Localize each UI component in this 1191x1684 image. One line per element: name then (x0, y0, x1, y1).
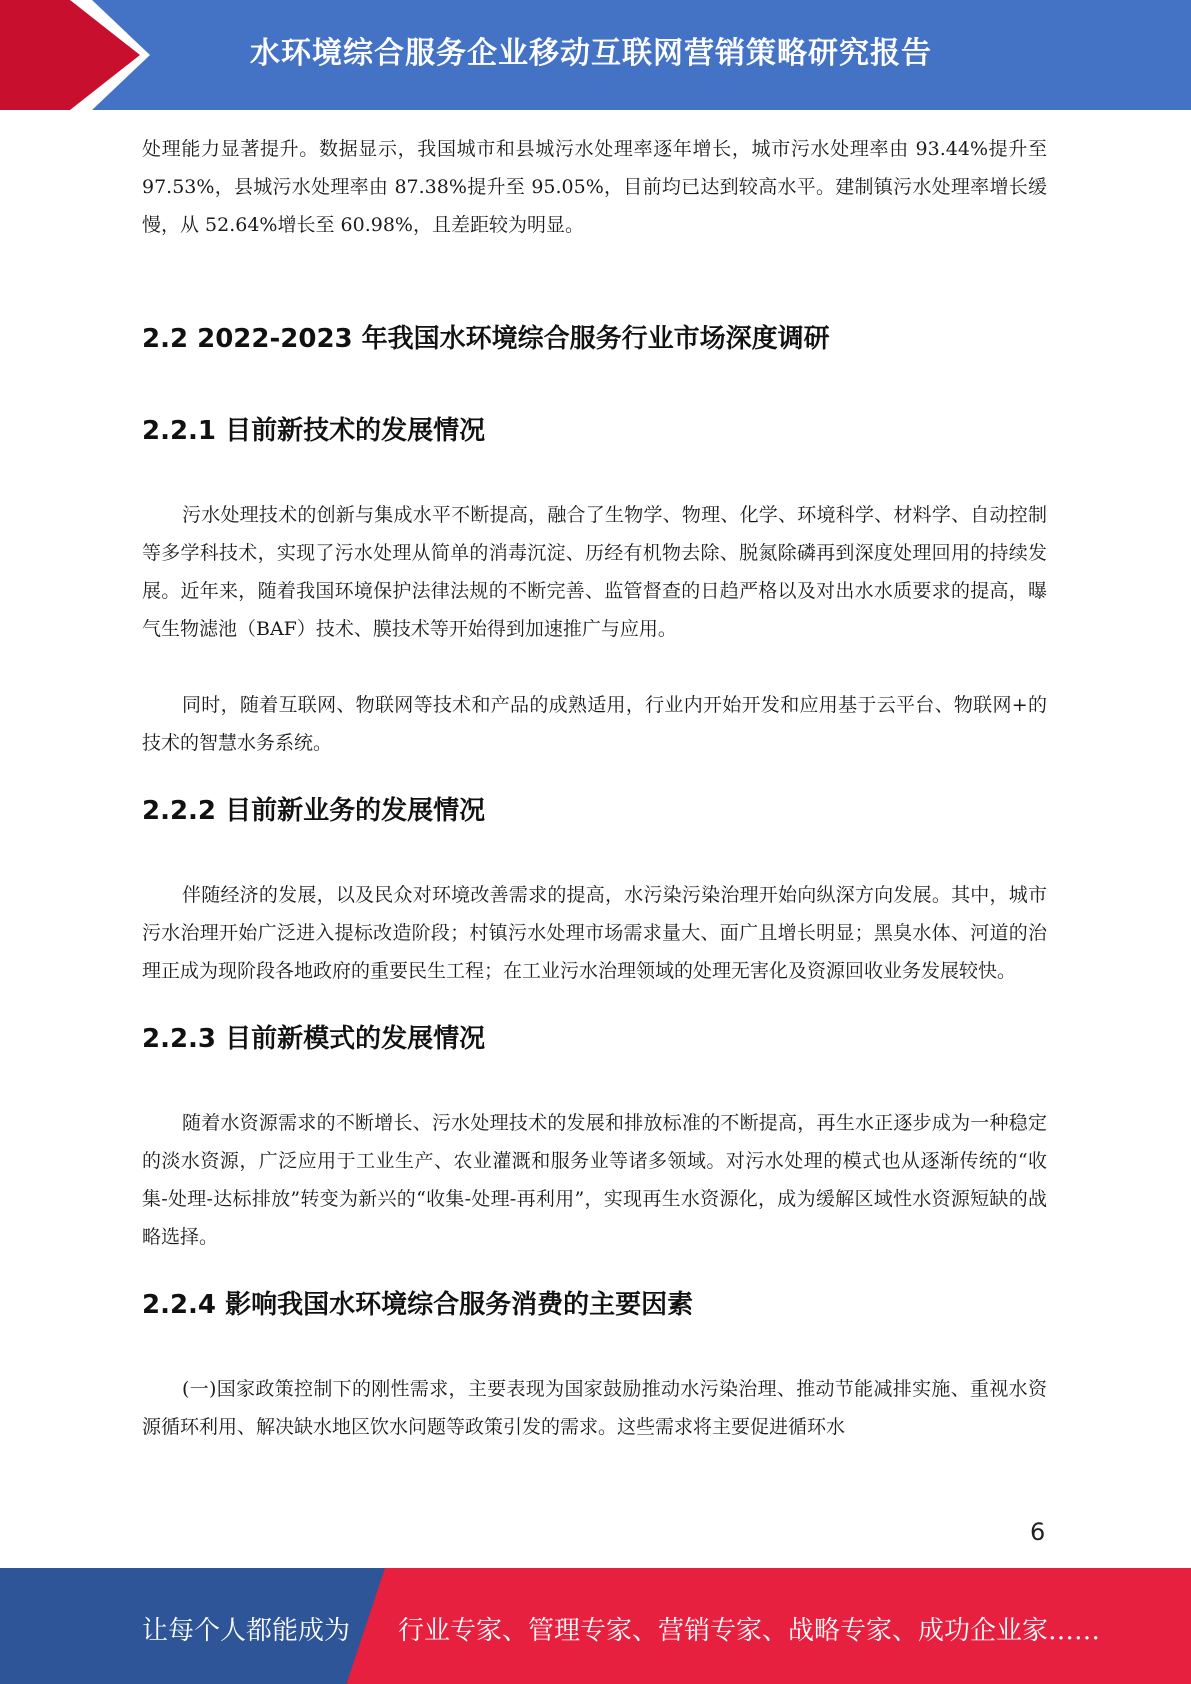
section-heading-2-2-4: 2.2.4 影响我国水环境综合服务消费的主要因素 (142, 1290, 694, 1320)
paragraph-consumption-factors: (一)国家政策控制下的刚性需求，主要表现为国家鼓励推动水污染治理、推动节能减排实施、重视水资源循环利用、解决缺水地区饮水问题等政策引发的需求。这些需求将主要促进循环水 (142, 1378, 1047, 1438)
paragraph-new-model: 随着水资源需求的不断增长、污水处理技术的发展和排放标准的不断提高，再生水正逐步成为一种稳定的淡水资源，广泛应用于工业生产、农业灌溉和服务业等诸多领域。对污水处理的模式也从逐渐传统的“收集-处理-达标排放”转变为新兴的“收集-处理-再利用”，实现再生水资源化，成为缓解区域性水资源短缺的战略选择。 (142, 1112, 1047, 1248)
paragraph-smart-water: 同时，随着互联网、物联网等技术和产品的成熟适用，行业内开始开发和应用基于云平台、物联网+的技术的智慧水务系统。 (142, 694, 1047, 754)
paragraph-new-business: 伴随经济的发展，以及民众对环境改善需求的提高，水污染污染治理开始向纵深方向发展。其中，城市污水治理开始广泛进入提标改造阶段；村镇污水处理市场需求量大、面广且增长明显；黑臭水体、河道的治理正成为现阶段各地政府的重要民生工程；在工业污水治理领域的处理无害化及资源回收业务发展较快。 (142, 884, 1047, 982)
page-number: 6 (1030, 1518, 1046, 1546)
report-title: 水环境综合服务企业移动互联网营销策略研究报告 (250, 36, 932, 71)
section-heading-2-2-3: 2.2.3 目前新模式的发展情况 (142, 1024, 486, 1054)
section-heading-2-2-2: 2.2.2 目前新业务的发展情况 (142, 796, 486, 826)
section-heading-2-2: 2.2 2022-2023 年我国水环境综合服务行业市场深度调研 (142, 324, 830, 354)
paragraph-new-technology: 污水处理技术的创新与集成水平不断提高，融合了生物学、物理、化学、环境科学、材料学、自动控制等多学科技术，实现了污水处理从简单的消毒沉淀、历经有机物去除、脱氮除磷再到深度处理回用的持续发展。近年来，随着我国环境保护法律法规的不断完善、监管督查的日趋严格以及对出水水质要求的提高，曝气生物滤池（BAF）技术、膜技术等开始得到加速推广与应用。 (142, 504, 1047, 640)
document-body (142, 130, 1047, 1446)
footer-slogan-left: 让每个人都能成为 (142, 1616, 351, 1646)
page-header (0, 0, 1191, 110)
page-footer (0, 1568, 1191, 1684)
footer-slogan-right: 行业专家、管理专家、营销专家、战略专家、成功企业家…… (398, 1616, 1101, 1646)
section-heading-2-2-1: 2.2.1 目前新技术的发展情况 (142, 416, 486, 446)
intro-paragraph: 处理能力显著提升。数据显示，我国城市和县城污水处理率逐年增长，城市污水处理率由 93.44%提升至 97.53%，县城污水处理率由 87.38%提升至 95.05%，目前均已达到较高水平。建制镇污水处理率增长缓慢，从 52.64%增长至 60.98%，且差距较为明显。 (142, 138, 1047, 236)
header-chevron-decoration (0, 0, 160, 110)
